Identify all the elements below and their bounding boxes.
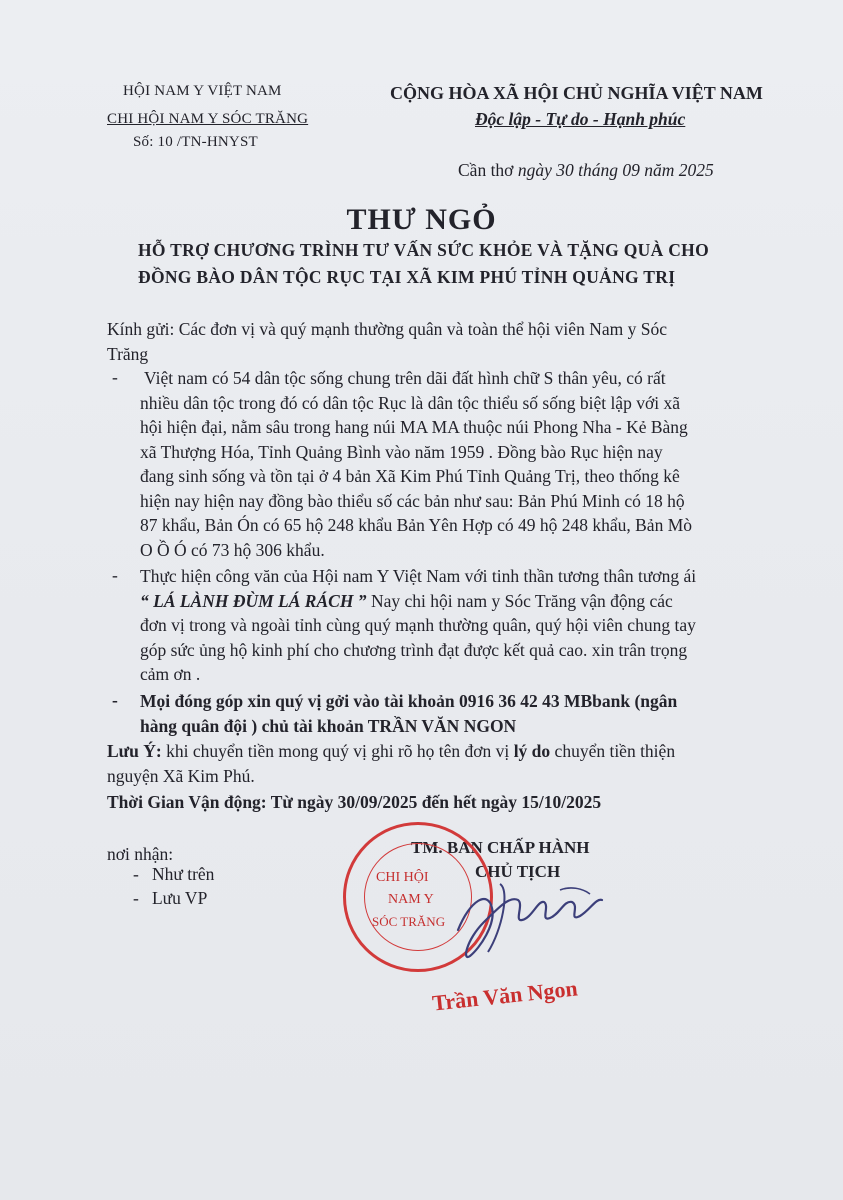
p1-line: Việt nam có 54 dân tộc sống chung trên dãi đất hình chữ S thân yêu, có rất bbox=[144, 368, 666, 388]
nation-title: CỘNG HÒA XÃ HỘI CHỦ NGHĨA VIỆT NAM bbox=[390, 83, 763, 103]
paragraph-appeal bbox=[140, 564, 780, 687]
note-emphasis: lý do bbox=[513, 741, 551, 761]
slogan: “ LÁ LÀNH ĐÙM LÁ RÁCH ” bbox=[140, 590, 367, 611]
motto: Độc lập - Tự do - Hạnh phúc bbox=[475, 109, 686, 129]
bullet-dash: - bbox=[112, 367, 118, 387]
note-text: khi chuyển tiền mong quý vị ghi rõ họ tên đơn vị bbox=[161, 741, 514, 761]
p2-line: Thực hiện công văn của Hội nam Y Việt Nam với tinh thần tương thân tương ái bbox=[140, 566, 697, 586]
p1-line: nhiều dân tộc trong đó có dân tộc Rục là dân tộc thiểu số sống biệt lập với xã bbox=[140, 392, 680, 413]
paragraph-bank-account bbox=[140, 689, 780, 738]
greeting-line1: Kính gửi: Các đơn vị và quý mạnh thường quân và toàn thể hội viên Nam y Sóc bbox=[107, 319, 667, 339]
recipient-text: Như trên bbox=[151, 864, 215, 884]
handwritten-signature bbox=[440, 860, 630, 970]
signatory-org-title: TM. BAN CHẤP HÀNH bbox=[411, 838, 590, 857]
p1-line: xã Thượng Hóa, Tỉnh Quảng Bình vào năm 1959 . Đồng bào Rục hiện nay bbox=[140, 441, 663, 462]
p1-line: đang sinh sống và tồn tại ở 4 bản Xã Kim Phú Tỉnh Quảng Trị, theo thống kê bbox=[140, 466, 680, 486]
date-text: ngày 30 tháng 09 năm 2025 bbox=[517, 160, 714, 180]
p1-line: hiện nay hiện nay đồng bào thiểu số các bản như sau: Bản Phú Minh có 18 hộ bbox=[140, 490, 685, 511]
seal-text: NAM Y bbox=[388, 892, 434, 907]
seal-text: SÓC TRĂNG bbox=[372, 914, 446, 929]
campaign-period: Thời Gian Vận động: Từ ngày 30/09/2025 đến hết ngày 15/10/2025 bbox=[107, 792, 602, 812]
place-name: Cần thơ bbox=[458, 160, 514, 180]
p2-line: cảm ơn . bbox=[140, 664, 201, 684]
subtitle-line1: HỖ TRỢ CHƯƠNG TRÌNH TƯ VẤN SỨC KHỎE VÀ TẶNG QUÀ CHO bbox=[138, 240, 709, 260]
seal-text: CHI HỘI bbox=[376, 870, 429, 885]
p1-line: O Ồ Ó có 73 hộ 306 khẩu. bbox=[140, 539, 325, 560]
recipients-label: nơi nhận: bbox=[107, 844, 174, 864]
bullet-dash: - bbox=[112, 565, 118, 585]
p2-line bbox=[140, 589, 780, 614]
signatory-name: Trần Văn Ngon bbox=[431, 975, 579, 1016]
document-number: Số: 10 /TN-HNYST bbox=[133, 134, 258, 150]
recipient-item: - Như trên bbox=[133, 864, 215, 884]
letter-title: THƯ NGỎ bbox=[346, 203, 497, 236]
transfer-note bbox=[107, 739, 675, 763]
paragraph-history bbox=[140, 366, 780, 562]
dateline bbox=[458, 160, 714, 181]
org-name: HỘI NAM Y VIỆT NAM bbox=[123, 83, 282, 99]
p2-line: đơn vị trong và ngoài tỉnh cùng quý mạnh thường quân, quý hội viên chung tay bbox=[140, 615, 696, 635]
transfer-note-line2: nguyện Xã Kim Phú. bbox=[107, 766, 255, 786]
recipient-text: Lưu VP bbox=[151, 888, 208, 908]
p1-line: hội hiện đại, nằm sâu trong hang núi MA MA thuộc núi Phong Nha - Kẻ Bàng bbox=[140, 417, 688, 437]
signatory-position: CHỦ TỊCH bbox=[475, 862, 561, 881]
recipient-item: - Lưu VP bbox=[133, 888, 208, 908]
subtitle-line2: ĐỒNG BÀO DÂN TỘC RỤC TẠI XÃ KIM PHÚ TỈNH QUẢNG TRỊ bbox=[138, 267, 676, 287]
p1-line: 87 khẩu, Bản Ón có 65 hộ 248 khẩu Bản Yên Hợp có 49 hộ 248 khẩu, Bản Mò bbox=[140, 515, 693, 535]
note-text: chuyển tiền thiện bbox=[550, 741, 676, 761]
greeting-line2: Trăng bbox=[107, 344, 149, 364]
p2-line-rest: Nay chi hội nam y Sóc Trăng vận động các bbox=[366, 590, 673, 611]
branch-name: CHI HỘI NAM Y SÓC TRĂNG bbox=[107, 111, 309, 127]
bullet-dash: - bbox=[112, 690, 118, 710]
note-label: Lưu Ý: bbox=[107, 741, 162, 761]
p3-line: Mọi đóng góp xin quý vị gởi vào tài khoản 0916 36 42 43 MBbank (ngân bbox=[140, 691, 678, 711]
p2-line: góp sức ủng hộ kinh phí cho chương trình đạt được kết quả cao. xin trân trọng bbox=[140, 639, 688, 660]
p3-line: hàng quân đội ) chủ tài khoản TRẦN VĂN NGON bbox=[140, 715, 517, 736]
